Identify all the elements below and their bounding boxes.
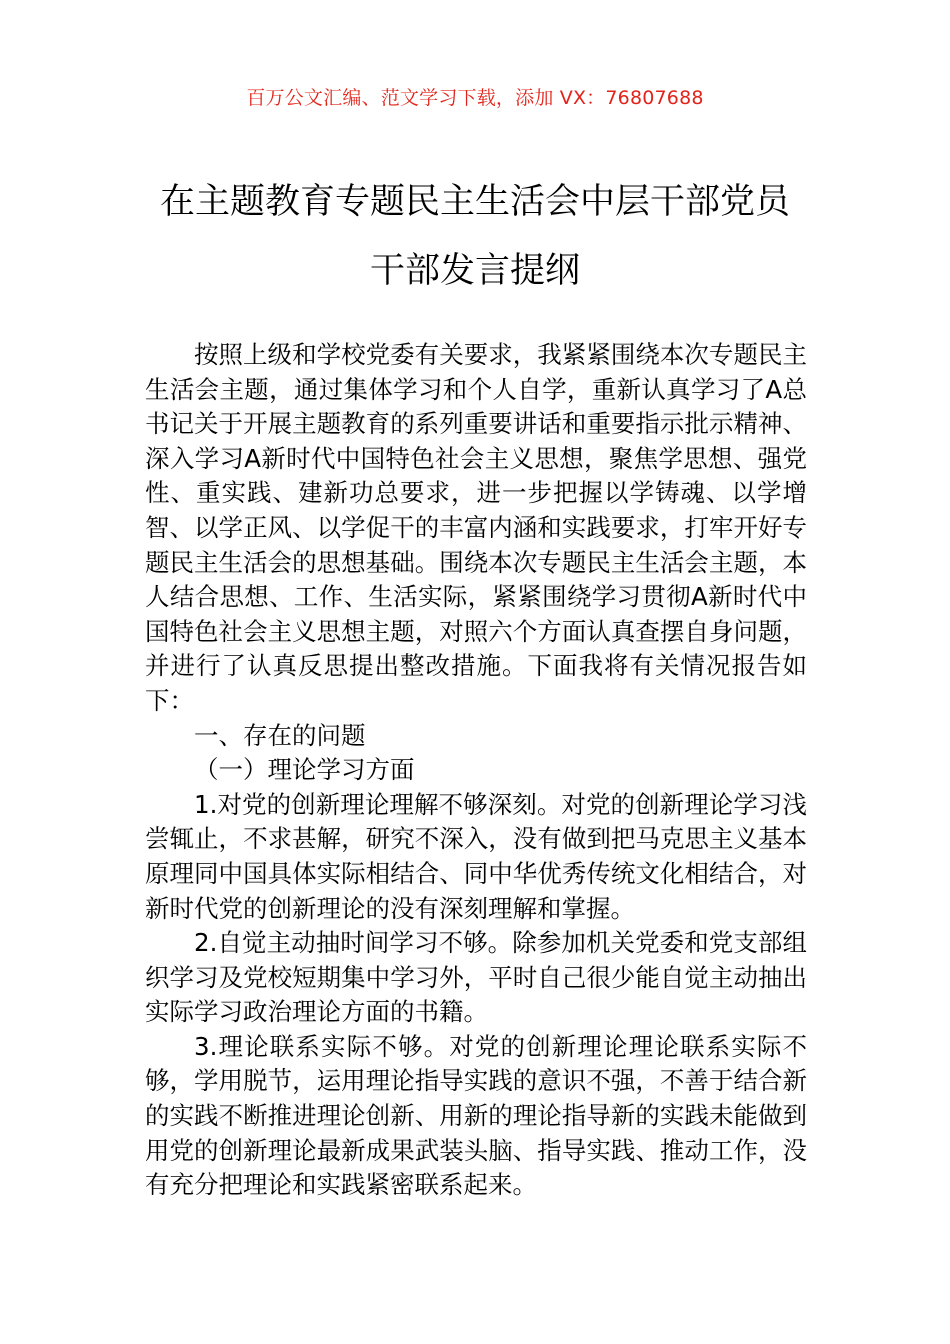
document-body xyxy=(145,338,807,1203)
document-title-line-2: 干部发言提纲 xyxy=(369,251,580,291)
document-title-line-1: 在主题教育专题民主生活会中层干部党员 xyxy=(159,182,790,222)
intro-paragraph: 按照上级和学校党委有关要求，我紧紧围绕本次专题民主生活会主题，通过集体学习和个人自学，重新认真学习了A总书记关于开展主题教育的系列重要讲话和重要指示批示精神、深入学习A新时代中国特色社会主义思想，聚焦学思想、强党性、重实践、建新功总要求，进一步把握以学铸魂、以学增智、以学正风、以学促干的丰富内涵和实践要求，打牢开好专题民主生活会的思想基础。围绕本次专题民主生活会主题，本人结合思想、工作、生活实际，紧紧围绕学习贯彻A新时代中国特色社会主义思想主题，对照六个方面认真查摆自身问题，并进行了认真反思提出整改措施。下面我将有关情况报告如下： xyxy=(145,340,807,715)
header-download-note: 百万公文汇编、范文学习下载，添加 VX：76807688 xyxy=(246,87,704,109)
section-heading: 一、存在的问题 xyxy=(194,720,366,750)
issue-paragraph-3: 3.理论联系实际不够。对党的创新理论理论联系实际不够，学用脱节，运用理论指导实践的意识不强，不善于结合新的实践不断推进理论创新、用新的理论指导新的实践未能做到用党的创新理论最新成果武装头脑、指导实践、推动工作，没有充分把理论和实践紧密联系起来。 xyxy=(145,1031,807,1200)
subsection-heading: （一）理论学习方面 xyxy=(194,755,415,785)
issue-paragraph-2: 2.自觉主动抽时间学习不够。除参加机关党委和党支部组织学习及党校短期集中学习外，平时自己很少能自觉主动抽出实际学习政治理论方面的书籍。 xyxy=(145,928,807,1027)
issue-paragraph-1: 1.对党的创新理论理解不够深刻。对党的创新理论学习浅尝辄止，不求甚解，研究不深入，没有做到把马克思主义基本原理同中国具体实际相结合、同中华优秀传统文化相结合，对新时代党的创新理论的没有深刻理解和掌握。 xyxy=(145,789,807,923)
